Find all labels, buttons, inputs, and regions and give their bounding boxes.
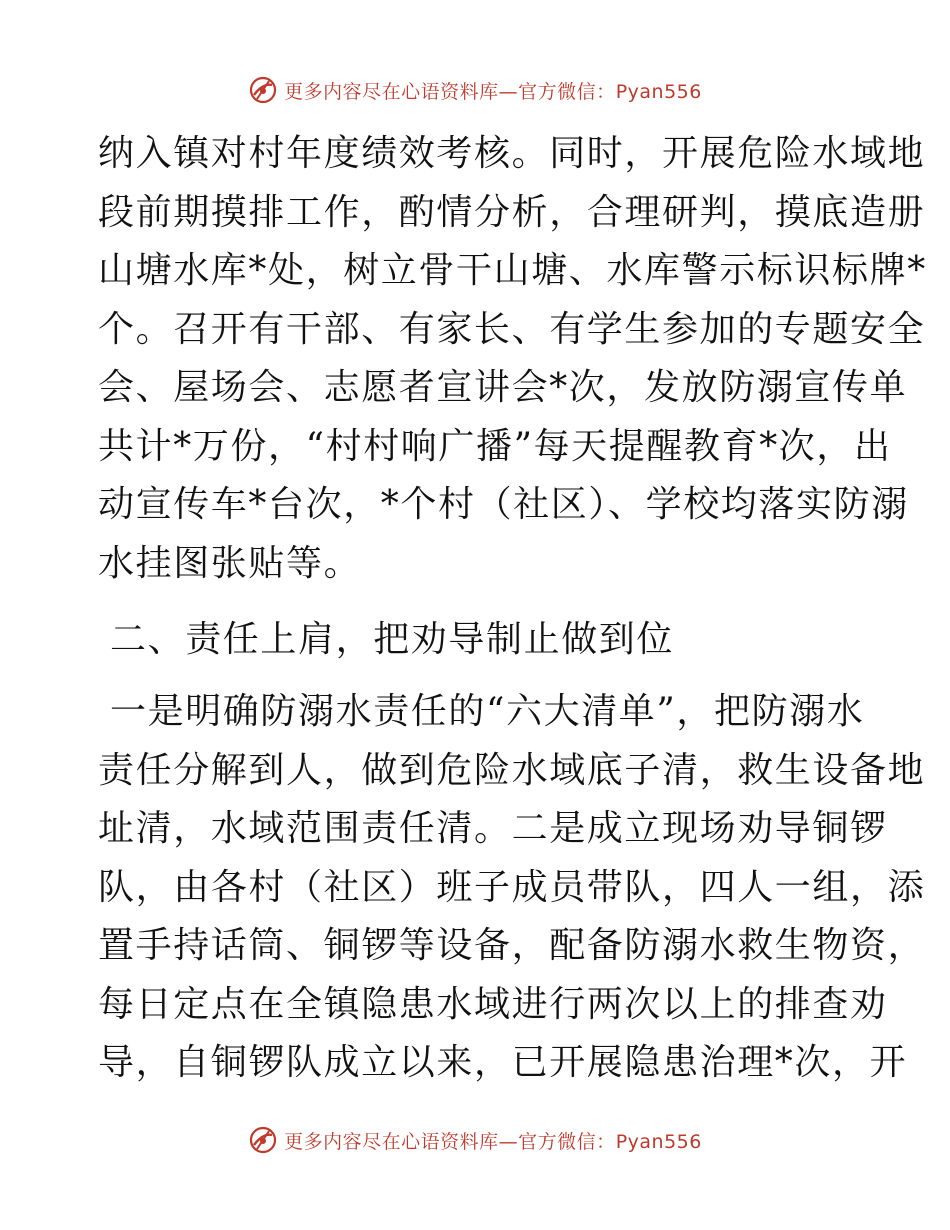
text-line: 导，自铜锣队成立以来，已开展隐患治理*次，开 [98,1042,908,1083]
text-line: 山塘水库*处，树立骨干山塘、水库警示标识标牌* [98,250,927,291]
paragraph-2 [98,683,926,1093]
text-line: 个。召开有干部、有家长、有学生参加的专题安全 [98,308,926,350]
text-line: 队，由各村（社区）班子成员带队，四人一组，添 [98,866,926,908]
watermark-official-label: 官方微信： [518,80,616,103]
document-body [98,125,927,1093]
watermark-main-text: 更多内容尽在心语资料库 [284,80,499,103]
watermark-logo-icon [248,75,278,105]
watermark-main-text: 更多内容尽在心语资料库 [284,1130,499,1153]
watermark-text [284,77,702,104]
paragraph-1 [98,125,927,593]
text-line: 每日定点在全镇隐患水域进行两次以上的排查劝 [98,983,888,1025]
watermark-separator: — [498,80,519,103]
text-line: 责任分解到人，做到危险水域底子清，救生设备地 [98,749,926,791]
watermark-banner-top [0,70,950,110]
watermark-text [284,1127,702,1154]
text-line: 水挂图张贴等。 [98,542,362,584]
text-line: 一是明确防溺水责任的“六大清单”，把防溺水 [110,691,865,732]
text-line: 会、屋场会、志愿者宣讲会*次，发放防溺宣传单 [98,367,908,408]
watermark-official-label: 官方微信： [518,1130,616,1153]
text-line: 纳入镇对村年度绩效考核。同时，开展危险水域地 [98,133,926,174]
watermark-logo-icon [248,1125,278,1155]
watermark-wechat-id: Pyan556 [615,1130,702,1153]
text-line: 址清，水域范围责任清。二是成立现场劝导铜锣 [98,808,888,849]
watermark-wechat-id: Pyan556 [615,80,702,103]
section-heading: 二、责任上肩，把劝导制止做到位 [110,619,675,660]
text-line: 段前期摸排工作，酌情分析，合理研判，摸底造册 [98,191,926,233]
text-line: 共计*万份，“村村响广播”每天提醒教育*次，出 [98,425,892,467]
watermark-banner-bottom [0,1120,950,1160]
watermark-separator: — [498,1130,519,1153]
text-line: 动宣传车*台次，*个村（社区）、学校均落实防溺 [98,484,909,525]
text-line: 置手持话筒、铜锣等设备，配备防溺水救生物资， [98,925,926,966]
